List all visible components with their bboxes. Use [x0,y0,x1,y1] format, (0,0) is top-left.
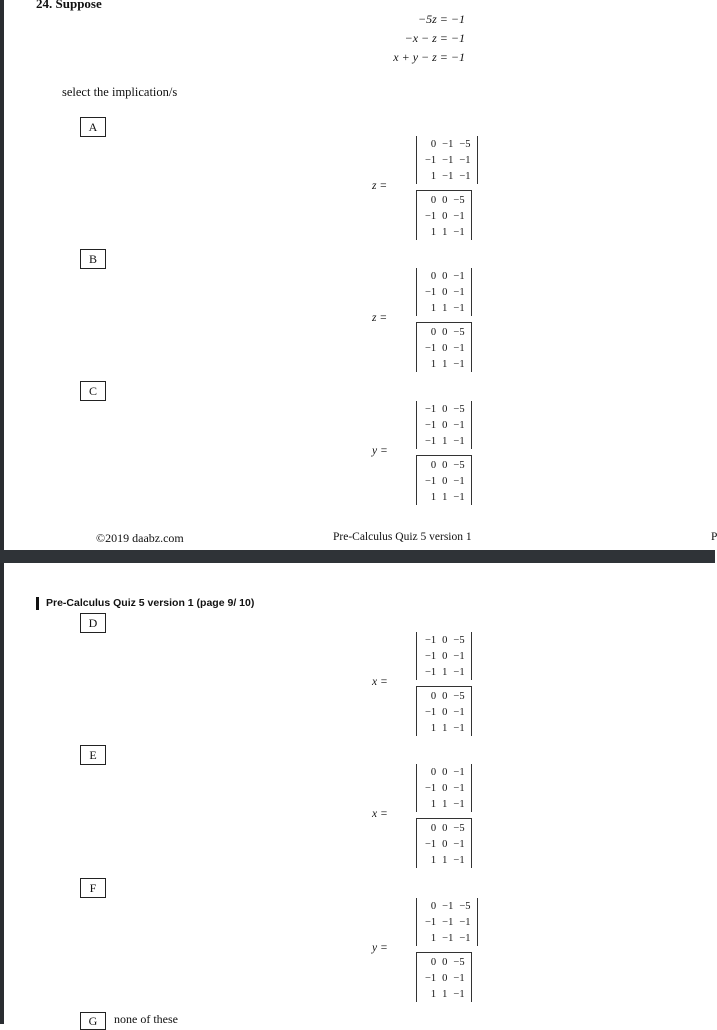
matrix-cell: −1 [442,916,454,928]
option-b-box[interactable]: B [80,249,106,269]
matrix-cell: 0 [442,459,448,471]
matrix-cell: −1 [425,475,437,487]
matrix-cell: −1 [453,419,465,431]
matrix-cell: 0 [430,138,437,150]
matrix-cell: −1 [425,650,437,662]
matrix-cell: 1 [430,932,437,944]
fraction-lhs: x = [372,676,388,688]
matrix-cell: −1 [425,972,437,984]
option-g-box[interactable]: G [80,1012,106,1030]
matrix-cell: 0 [442,326,448,338]
matrix-cell: 0 [442,270,448,282]
matrix-cell: −5 [453,822,465,834]
matrix-cell: 1 [442,666,448,678]
option-c-box[interactable]: C [80,381,106,401]
matrix-cell: −1 [453,210,465,222]
denominator-determinant [416,818,472,868]
matrix-cell: 1 [442,358,448,370]
matrix-cell: 0 [442,822,448,834]
matrix-cell: −5 [453,634,465,646]
matrix-cell: −1 [459,932,471,944]
matrix-cell: −1 [453,722,465,734]
matrix-cell: −1 [425,342,437,354]
matrix-cell: 1 [442,722,448,734]
matrix-cell: 1 [442,854,448,866]
matrix-cell: 1 [442,302,448,314]
option-f-box[interactable]: F [80,878,106,898]
question-title: 24. Suppose [36,0,102,11]
numerator-determinant [416,632,472,680]
matrix-cell: 0 [442,706,448,718]
matrix-cell: 0 [430,822,437,834]
matrix-cell: 1 [442,226,448,238]
footer-page: P [711,531,717,543]
question-prompt: select the implication/s [62,85,178,99]
matrix-cell: −1 [453,491,465,503]
matrix-cell: −5 [453,326,465,338]
matrix-cell: −1 [425,435,437,447]
matrix-cell: 0 [442,972,448,984]
matrix-cell: 0 [442,403,448,415]
page-header-bar [36,597,39,610]
footer-title: Pre-Calculus Quiz 5 version 1 [333,531,472,543]
matrix-cell: 0 [442,634,448,646]
matrix-cell: −1 [442,900,454,912]
matrix-cell: −1 [453,706,465,718]
matrix-cell: 0 [430,459,437,471]
option-e-box[interactable]: E [80,745,106,765]
page-separator [0,550,715,563]
numerator-determinant [416,268,472,316]
matrix-cell: −1 [453,766,465,778]
matrix-cell: 1 [442,435,448,447]
matrix-cell: −1 [425,634,437,646]
matrix-cell: −1 [442,154,454,166]
matrix-cell: 0 [442,342,448,354]
matrix-cell: −5 [453,194,465,206]
matrix-cell: −1 [453,798,465,810]
matrix-cell: −5 [459,900,471,912]
matrix-cell: −1 [459,170,471,182]
fraction-lhs: x = [372,808,388,820]
matrix-cell: 0 [442,194,448,206]
matrix-cell: −1 [453,988,465,1000]
matrix-cell: −5 [453,459,465,471]
page-header: Pre-Calculus Quiz 5 version 1 (page 9/ 10) [46,597,255,609]
page-left-edge [0,563,4,1024]
equation: x + y − z = −1 [393,50,465,64]
matrix-cell: 1 [442,798,448,810]
matrix-cell: 1 [442,988,448,1000]
denominator-determinant [416,190,472,240]
matrix-cell: 1 [430,854,437,866]
equation: −x − z = −1 [404,31,465,45]
matrix-cell: −1 [453,302,465,314]
matrix-cell: −1 [459,916,471,928]
matrix-cell: 1 [442,491,448,503]
matrix-cell: −1 [453,286,465,298]
matrix-cell: 0 [442,782,448,794]
matrix-cell: −5 [453,956,465,968]
denominator-determinant [416,686,472,736]
matrix-cell: 1 [430,358,437,370]
matrix-cell: −1 [442,138,454,150]
matrix-cell: 0 [442,690,448,702]
matrix-cell: −1 [453,342,465,354]
matrix-cell: −1 [453,782,465,794]
matrix-cell: −1 [425,838,437,850]
matrix-cell: −1 [425,286,437,298]
matrix-cell: 0 [442,650,448,662]
matrix-cell: −1 [453,838,465,850]
option-a-box[interactable]: A [80,117,106,137]
matrix-cell: −5 [459,138,471,150]
matrix-cell: 1 [430,722,437,734]
matrix-cell: 1 [430,170,437,182]
matrix-cell: −1 [453,358,465,370]
matrix-cell: −1 [459,154,471,166]
matrix-cell: −1 [425,210,437,222]
matrix-cell: 0 [430,766,437,778]
matrix-cell: 0 [430,270,437,282]
matrix-cell: 0 [430,956,437,968]
option-g-label: none of these [114,1012,178,1026]
matrix-cell: −1 [425,154,437,166]
matrix-cell: 1 [430,302,437,314]
matrix-cell: −5 [453,690,465,702]
matrix-cell: 0 [442,766,448,778]
matrix-cell: 1 [430,988,437,1000]
denominator-determinant [416,322,472,372]
matrix-cell: −1 [453,650,465,662]
numerator-determinant [416,401,472,449]
option-d-box[interactable]: D [80,613,106,633]
matrix-cell: 1 [430,226,437,238]
matrix-cell: −1 [425,706,437,718]
fraction-lhs: z = [372,180,388,192]
equation: −5z = −1 [418,12,465,26]
page-left-edge [0,0,4,550]
matrix-cell: −1 [453,972,465,984]
matrix-cell: −1 [425,782,437,794]
matrix-cell: −1 [453,475,465,487]
denominator-determinant [416,455,472,505]
matrix-cell: 0 [430,900,437,912]
matrix-cell: 0 [442,286,448,298]
matrix-cell: 0 [430,326,437,338]
matrix-cell: 0 [430,194,437,206]
footer-copyright: ©2019 daabz.com [96,531,184,545]
matrix-cell: −1 [453,666,465,678]
matrix-cell: −1 [425,666,437,678]
denominator-determinant [416,952,472,1002]
numerator-determinant [416,898,478,946]
fraction-lhs: y = [372,445,388,457]
matrix-cell: −1 [453,226,465,238]
matrix-cell: 1 [430,491,437,503]
matrix-cell: −1 [442,170,454,182]
matrix-cell: −5 [453,403,465,415]
matrix-cell: −1 [453,854,465,866]
equation-system [300,10,465,67]
matrix-cell: −1 [425,419,437,431]
numerator-determinant [416,136,478,184]
matrix-cell: 0 [442,956,448,968]
matrix-cell: −1 [425,916,437,928]
fraction-lhs: z = [372,312,388,324]
matrix-cell: −1 [442,932,454,944]
matrix-cell: 0 [442,838,448,850]
matrix-cell: −1 [453,270,465,282]
matrix-cell: −1 [425,403,437,415]
fraction-lhs: y = [372,942,388,954]
matrix-cell: 0 [442,210,448,222]
matrix-cell: 0 [430,690,437,702]
numerator-determinant [416,764,472,812]
matrix-cell: 0 [442,475,448,487]
matrix-cell: 1 [430,798,437,810]
matrix-cell: −1 [453,435,465,447]
matrix-cell: 0 [442,419,448,431]
